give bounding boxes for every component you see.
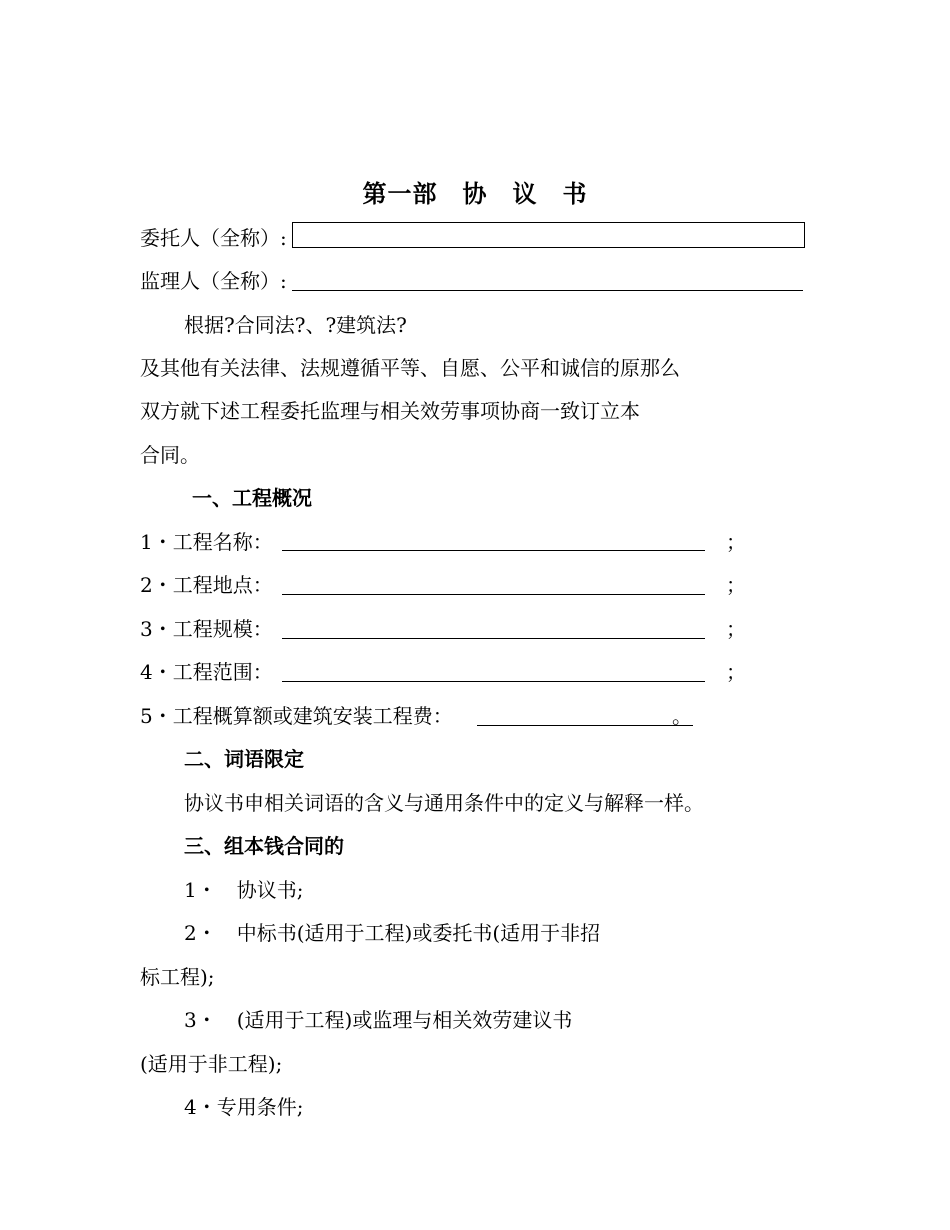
project-scale-end: ； (726, 617, 746, 641)
preamble-line-1: 根据?合同法?、?建筑法? (184, 313, 407, 337)
project-location-field[interactable] (282, 594, 705, 595)
project-cost-label: 5・工程概算额或建筑安装工程费： (140, 704, 453, 728)
client-label: 委托人（全称）: (140, 226, 287, 250)
section-3-item-4: 4・专用条件; (184, 1095, 304, 1119)
project-location-label: 2・工程地点： (140, 573, 273, 597)
supervisor-name-field[interactable] (292, 290, 803, 291)
section-3-item-3b: (适用于非工程); (140, 1052, 283, 1076)
section-1-heading: 一、工程概况 (192, 486, 312, 510)
section-3-item-2b: 标工程); (140, 965, 215, 989)
project-scale-label: 3・工程规模： (140, 617, 273, 641)
section-2-text: 协议书申相关词语的含义与通用条件中的定义与解释一样。 (184, 791, 704, 815)
preamble-line-2: 及其他有关法律、法规遵循平等、自愿、公平和诚信的原那么 (140, 356, 680, 380)
section-2-heading: 二、词语限定 (184, 747, 304, 771)
project-range-end: ； (726, 660, 746, 684)
supervisor-label: 监理人（全称）: (140, 269, 287, 293)
project-name-field[interactable] (282, 550, 705, 551)
project-scale-field[interactable] (282, 638, 705, 639)
page-title: 第一部 协 议 书 (362, 179, 588, 208)
project-location-end: ； (726, 573, 746, 597)
project-range-label: 4・工程范围： (140, 660, 273, 684)
project-cost-end: 。 (672, 704, 692, 728)
project-name-label: 1・工程名称： (140, 530, 273, 554)
section-3-item-3a: 3・ (适用于工程)或监理与相关效劳建议书 (184, 1008, 573, 1032)
client-name-field[interactable] (292, 222, 805, 248)
section-3-heading: 三、组本钱合同的 (184, 834, 344, 858)
project-range-field[interactable] (282, 681, 705, 682)
preamble-line-3: 双方就下述工程委托监理与相关效劳事项协商一致订立本 (140, 399, 640, 423)
project-name-end: ； (726, 530, 746, 554)
project-cost-field[interactable] (477, 725, 693, 726)
section-3-item-1: 1・ 协议书; (184, 878, 304, 902)
preamble-line-4: 合同。 (140, 443, 200, 467)
section-3-item-2a: 2・ 中标书(适用于工程)或委托书(适用于非招 (184, 921, 601, 945)
